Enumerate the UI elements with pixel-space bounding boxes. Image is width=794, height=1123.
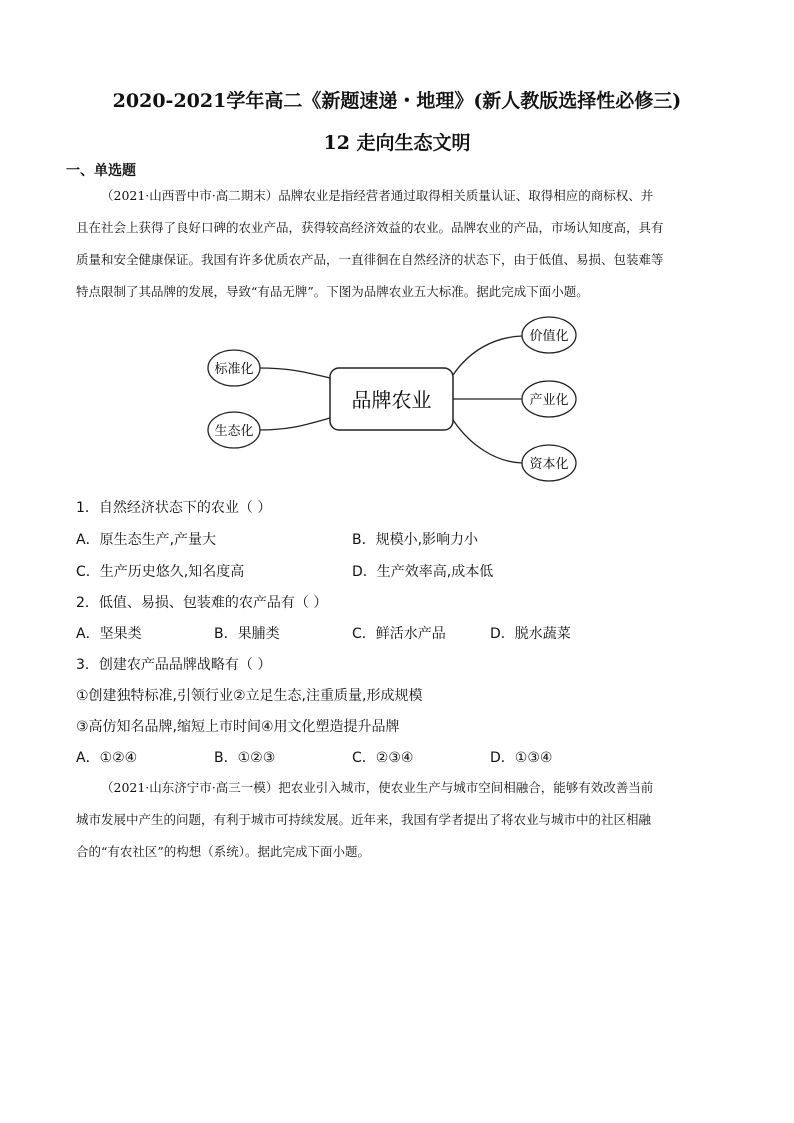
question-1-option-b: B．规模小,影响力小 bbox=[352, 532, 479, 548]
node-label-standardization: 标准化 bbox=[214, 362, 254, 377]
question-3-option-d: D．①③④ bbox=[490, 750, 553, 766]
passage-2-line: （2021·山东济宁市·高三一模）把农业引入城市，使农业生产与城市空间相融合，能够有效改善当前 bbox=[101, 780, 654, 795]
center-label: 品牌农业 bbox=[351, 388, 432, 412]
question-2-option-a: A．坚果类 bbox=[76, 626, 142, 642]
question-1-option-c: C．生产历史悠久,知名度高 bbox=[76, 564, 245, 580]
passage-2-line: 合的“有农社区”的构想（系统）。据此完成下面小题。 bbox=[76, 844, 371, 859]
question-3-statement: ①创建独特标准,引领行业②立足生态,注重质量,形成规模 bbox=[76, 688, 423, 704]
section-title: 一、单选题 bbox=[66, 163, 136, 179]
passage-1-line: （2021·山西晋中市·高二期末）品牌农业是指经营者通过取得相关质量认证、取得相应的商标权、并 bbox=[101, 188, 654, 203]
question-3-option-a: A．①②④ bbox=[76, 750, 138, 766]
passage-1-line: 特点限制了其品牌的发展，导致“有品无牌”。下图为品牌农业五大标准。据此完成下面小题。 bbox=[76, 284, 589, 299]
passage-1-line: 质量和安全健康保证。我国有许多优质农产品，一直徘徊在自然经济的状态下，由于低值、易损、包装难等 bbox=[76, 252, 664, 267]
question-3-option-b: B．①②③ bbox=[214, 750, 276, 766]
node-label-industrialization: 产业化 bbox=[529, 393, 569, 408]
passage-2-line: 城市发展中产生的问题，有利于城市可持续发展。近年来，我国有学者提出了将农业与城市中的社区相融 bbox=[76, 812, 652, 827]
passage-2 bbox=[76, 772, 718, 868]
connector-line bbox=[258, 368, 330, 378]
question-2-option-b: B．果脯类 bbox=[214, 626, 280, 642]
question-2-option-d: D．脱水蔬菜 bbox=[490, 626, 571, 642]
question-1-option-a: A．原生态生产,产量大 bbox=[76, 532, 217, 548]
page-title: 2020-2021学年高二《新题速递・地理》(新人教版选择性必修三) bbox=[112, 90, 682, 112]
connector-line bbox=[453, 420, 522, 463]
question-2-stem: 2．低值、易损、包装难的农产品有（ ） bbox=[76, 595, 328, 611]
passage-1-line: 且在社会上获得了良好口碑的农业产品，获得较高经济效益的农业。品牌农业的产品，市场认知度高，具有 bbox=[76, 220, 664, 235]
node-label-valorization: 价值化 bbox=[529, 329, 569, 344]
node-label-capitalization: 资本化 bbox=[529, 457, 569, 472]
question-1-option-d: D．生产效率高,成本低 bbox=[352, 564, 494, 580]
question-3-option-c: C．②③④ bbox=[352, 750, 414, 766]
question-3-stem: 3．创建农产品品牌战略有（ ） bbox=[76, 657, 272, 673]
question-3-statement: ③高仿知名品牌,缩短上市时间④用文化塑造提升品牌 bbox=[76, 719, 400, 735]
node-label-ecologization: 生态化 bbox=[214, 424, 254, 439]
question-2-option-c: C．鲜活水产品 bbox=[352, 626, 446, 642]
connector-line bbox=[453, 336, 522, 375]
connector-line bbox=[258, 418, 330, 430]
question-1-stem: 1．自然经济状态下的农业（ ） bbox=[76, 500, 272, 516]
page-subtitle: 12 走向生态文明 bbox=[323, 132, 471, 154]
